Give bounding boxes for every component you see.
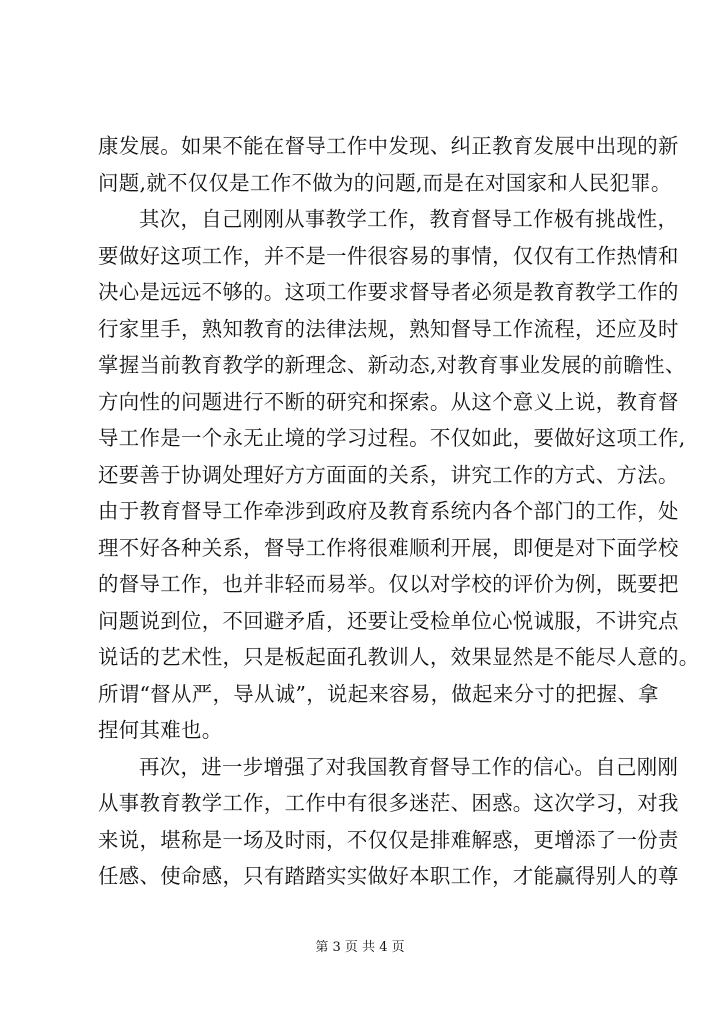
text-line: 所谓“督从严，导从诚”，说起来容易，做起来分寸的把握、拿 [98,681,659,706]
text-line: 由于教育督导工作牵涉到政府及教育系统内各个部门的工作，处 [98,499,679,523]
text-line: 的督导工作，也并非轻而易举。仅以对学校的评价为例，既要把 [98,572,679,596]
text-line: 来说，堪称是一场及时雨，不仅仅是排难解惑，更增添了一份责 [98,827,679,852]
text-line: 任感、使命感，只有踏踏实实做好本职工作，才能赢得别人的尊 [98,864,679,888]
text-line: 导工作是一个永无止境的学习过程。不仅如此，要做好这项工作, [98,426,686,450]
text-line: 方向性的问题进行不断的研究和探索。从这个意义上说，教育督 [98,389,679,414]
text-line: 问题,就不仅仅是工作不做为的问题,而是在对国家和人民犯罪。 [98,170,672,195]
text-line: 要做好这项工作，并不是一件很容易的事情，仅仅有工作热情和 [98,243,679,268]
text-line: 掌握当前教育教学的新理念、新动态,对教育事业发展的前瞻性、 [98,353,686,377]
paragraph-start-line: 再次，进一步增强了对我国教育督导工作的信心。自己刚刚 [139,754,679,779]
text-line: 问题说到位，不回避矛盾，还要让受检单位心悦诚服，不讲究点 [98,608,679,633]
text-line: 行家里手，熟知教育的法律法规，熟知督导工作流程，还应及时 [98,316,679,341]
page-number-footer: 第 3 页 共 4 页 [315,940,405,955]
text-line: 还要善于协调处理好方方面面的关系，讲究工作的方式、方法。 [98,462,679,487]
paragraph-start-line: 其次，自己刚刚从事教学工作，教育督导工作极有挑战性， [139,207,679,231]
text-line: 说话的艺术性，只是板起面孔教训人，效果显然是不能尽人意的。 [98,645,700,669]
text-line: 从事教育教学工作，工作中有很多迷茫、困惑。这次学习，对我 [98,791,679,815]
text-line: 捏何其难也。 [98,718,223,742]
text-line: 康发展。如果不能在督导工作中发现、纠正教育发展中出现的新 [98,134,679,158]
document-body [98,128,700,895]
text-line: 理不好各种关系，督导工作将很难顺利开展，即便是对下面学校 [98,535,679,560]
text-line: 决心是远远不够的。这项工作要求督导者必须是教育教学工作的 [98,280,679,304]
